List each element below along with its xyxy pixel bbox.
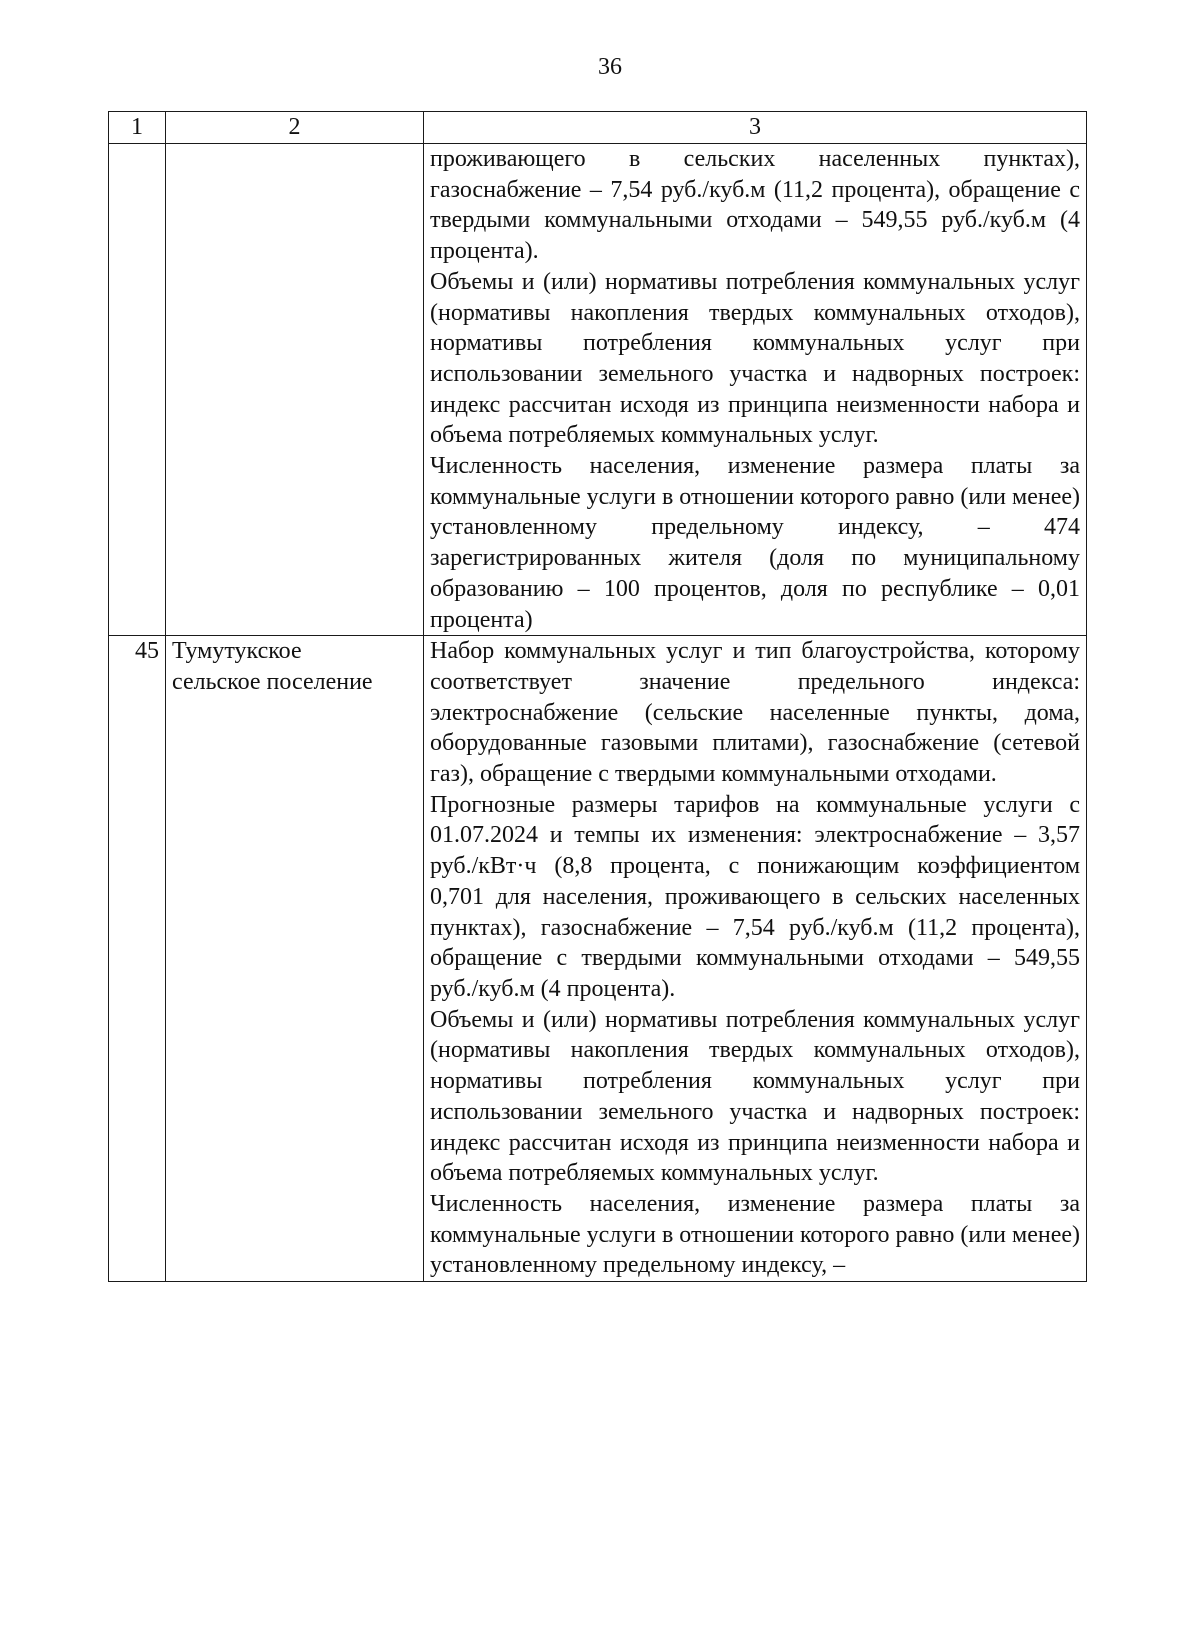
paragraph-population: Численность населения, изменение размера платы за коммунальные услуги в отношении которого равно (или менее) установленному предельному индексу, – [430,1190,1080,1279]
paragraph-volumes-norms: Объемы и (или) нормативы потребления коммунальных услуг (нормативы накопления твердых коммунальных отходов), нормативы потребления коммунальных услуг при использовании земельного участка и надворных построек: индекс рассчитан исходя из принципа неизменности набора и объема потребляемых коммунальных услуг. [430,1006,1080,1187]
municipal-index-table [108,111,1087,1282]
description-cell [424,636,1087,1282]
table-header-row [109,112,1087,144]
column-header-2: 2 [166,112,424,144]
table-row-continuation [109,144,1087,636]
paragraph-volumes-norms: Объемы и (или) нормативы потребления коммунальных услуг (нормативы накопления твердых коммунальных отходов), нормативы потребления коммунальных услуг при использовании земельного участка и надворных построек: индекс рассчитан исходя из принципа неизменности набора и объема потребляемых коммунальных услуг. [430,268,1080,449]
row-number-cell: 45 [109,636,166,1282]
column-header-1: 1 [109,112,166,144]
description-cell [424,144,1087,636]
paragraph-tariffs: Прогнозные размеры тарифов на коммунальные услуги с 01.07.2024 и темпы их изменения: электроснабжение – 3,57 руб./кВт·ч (8,8 процента, с понижающим коэффициентом 0,701 для населения, проживающего в сельских населенных пунктах), газоснабжение – 7,54 руб./куб.м (11,2 процента), обращение с твердыми коммунальными отходами – 549,55 руб./куб.м (4 процента). [430,791,1080,1002]
settlement-name-cell [166,636,424,1282]
settlement-name-cell [166,144,424,636]
column-header-3: 3 [424,112,1087,144]
page-number: 36 [598,54,622,80]
paragraph-tariffs-continuation: проживающего в сельских населенных пунктах), газоснабжение – 7,54 руб./куб.м (11,2 процента), обращение с твердыми коммунальными отходами – 549,55 руб./куб.м (4 процента). [430,146,1080,265]
paragraph-population: Численность населения, изменение размера платы за коммунальные услуги в отношении которого равно (или менее) установленному предельному индексу, – 474 зарегистрированных жителя (доля по муниципальному образованию – 100 процентов, доля по республике – 0,01 процента) [430,453,1080,633]
table-row-45 [109,636,1087,1282]
settlement-name-line-2: сельское поселение [172,668,373,695]
settlement-name-line-1: Тумутукское [172,638,302,665]
paragraph-services-set: Набор коммунальных услуг и тип благоустройства, которому соответствует значение предельного индекса: электроснабжение (сельские населенные пункты, дома, оборудованные газовыми плитами), газоснабжение (сетевой газ), обращение с твердыми коммунальными отходами. [430,638,1080,788]
row-number-cell [109,144,166,636]
